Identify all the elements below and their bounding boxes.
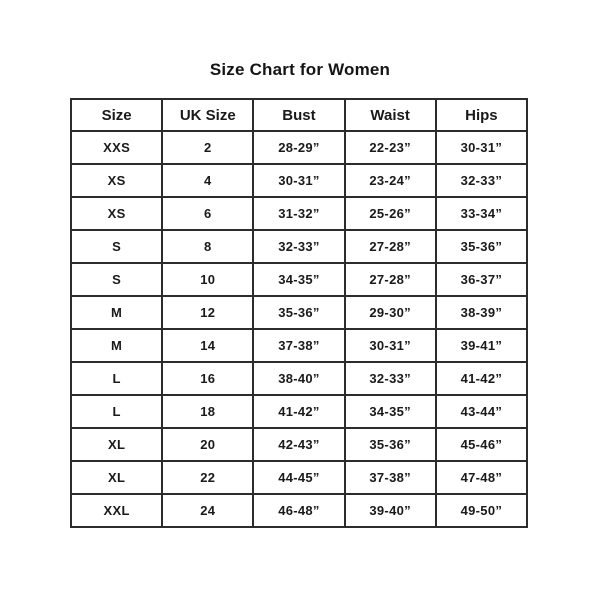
column-header-uk-size: UK Size: [162, 99, 253, 131]
table-row: [71, 164, 527, 197]
table-cell: L: [71, 362, 162, 395]
table-cell: 30-31”: [345, 329, 436, 362]
table-cell: 32-33”: [345, 362, 436, 395]
table-cell: 46-48”: [253, 494, 344, 527]
table-cell: 30-31”: [253, 164, 344, 197]
table-cell: 35-36”: [345, 428, 436, 461]
table-cell: 41-42”: [436, 362, 527, 395]
page-title: Size Chart for Women: [209, 60, 391, 79]
table-cell: XL: [71, 428, 162, 461]
table-cell: S: [71, 263, 162, 296]
table-cell: 18: [162, 395, 253, 428]
table-cell: 37-38”: [253, 329, 344, 362]
table-cell: 36-37”: [436, 263, 527, 296]
table-row: [71, 197, 527, 230]
table-cell: 4: [162, 164, 253, 197]
table-cell: 37-38”: [345, 461, 436, 494]
table-cell: 27-28”: [345, 263, 436, 296]
size-chart-table: [70, 98, 528, 528]
table-cell: 34-35”: [253, 263, 344, 296]
table-row: [71, 296, 527, 329]
table-cell: 32-33”: [253, 230, 344, 263]
table-cell: 41-42”: [253, 395, 344, 428]
table-cell: 20: [162, 428, 253, 461]
column-header-bust: Bust: [253, 99, 344, 131]
table-cell: 12: [162, 296, 253, 329]
table-cell: XXL: [71, 494, 162, 527]
table-cell: 33-34”: [436, 197, 527, 230]
table-cell: XXS: [71, 131, 162, 164]
table-cell: 27-28”: [345, 230, 436, 263]
table-cell: M: [71, 296, 162, 329]
table-cell: M: [71, 329, 162, 362]
table-cell: 32-33”: [436, 164, 527, 197]
table-row: [71, 263, 527, 296]
table-cell: XS: [71, 164, 162, 197]
table-cell: 28-29”: [253, 131, 344, 164]
table-cell: 29-30”: [345, 296, 436, 329]
table-cell: 39-41”: [436, 329, 527, 362]
table-cell: 14: [162, 329, 253, 362]
table-cell: 22-23”: [345, 131, 436, 164]
table-row: [71, 461, 527, 494]
table-cell: 24: [162, 494, 253, 527]
table-row: [71, 494, 527, 527]
column-header-size: Size: [71, 99, 162, 131]
size-chart-header: [71, 99, 527, 131]
table-cell: 44-45”: [253, 461, 344, 494]
table-row: [71, 362, 527, 395]
table-cell: S: [71, 230, 162, 263]
table-cell: 25-26”: [345, 197, 436, 230]
table-cell: 45-46”: [436, 428, 527, 461]
column-header-waist: Waist: [345, 99, 436, 131]
table-cell: 10: [162, 263, 253, 296]
table-cell: XL: [71, 461, 162, 494]
table-cell: 34-35”: [345, 395, 436, 428]
table-cell: 39-40”: [345, 494, 436, 527]
table-cell: 35-36”: [253, 296, 344, 329]
table-row: [71, 230, 527, 263]
table-cell: 35-36”: [436, 230, 527, 263]
table-cell: 38-39”: [436, 296, 527, 329]
table-row: [71, 428, 527, 461]
size-chart-body: [71, 131, 527, 527]
table-cell: 23-24”: [345, 164, 436, 197]
table-cell: 22: [162, 461, 253, 494]
header-row: [71, 99, 527, 131]
table-cell: 49-50”: [436, 494, 527, 527]
table-cell: XS: [71, 197, 162, 230]
table-cell: 6: [162, 197, 253, 230]
table-cell: 38-40”: [253, 362, 344, 395]
table-cell: 8: [162, 230, 253, 263]
table-cell: 42-43”: [253, 428, 344, 461]
table-cell: 43-44”: [436, 395, 527, 428]
table-row: [71, 131, 527, 164]
column-header-hips: Hips: [436, 99, 527, 131]
table-cell: 2: [162, 131, 253, 164]
table-cell: 31-32”: [253, 197, 344, 230]
table-row: [71, 329, 527, 362]
table-cell: L: [71, 395, 162, 428]
table-cell: 16: [162, 362, 253, 395]
table-cell: 47-48”: [436, 461, 527, 494]
table-cell: 30-31”: [436, 131, 527, 164]
table-row: [71, 395, 527, 428]
